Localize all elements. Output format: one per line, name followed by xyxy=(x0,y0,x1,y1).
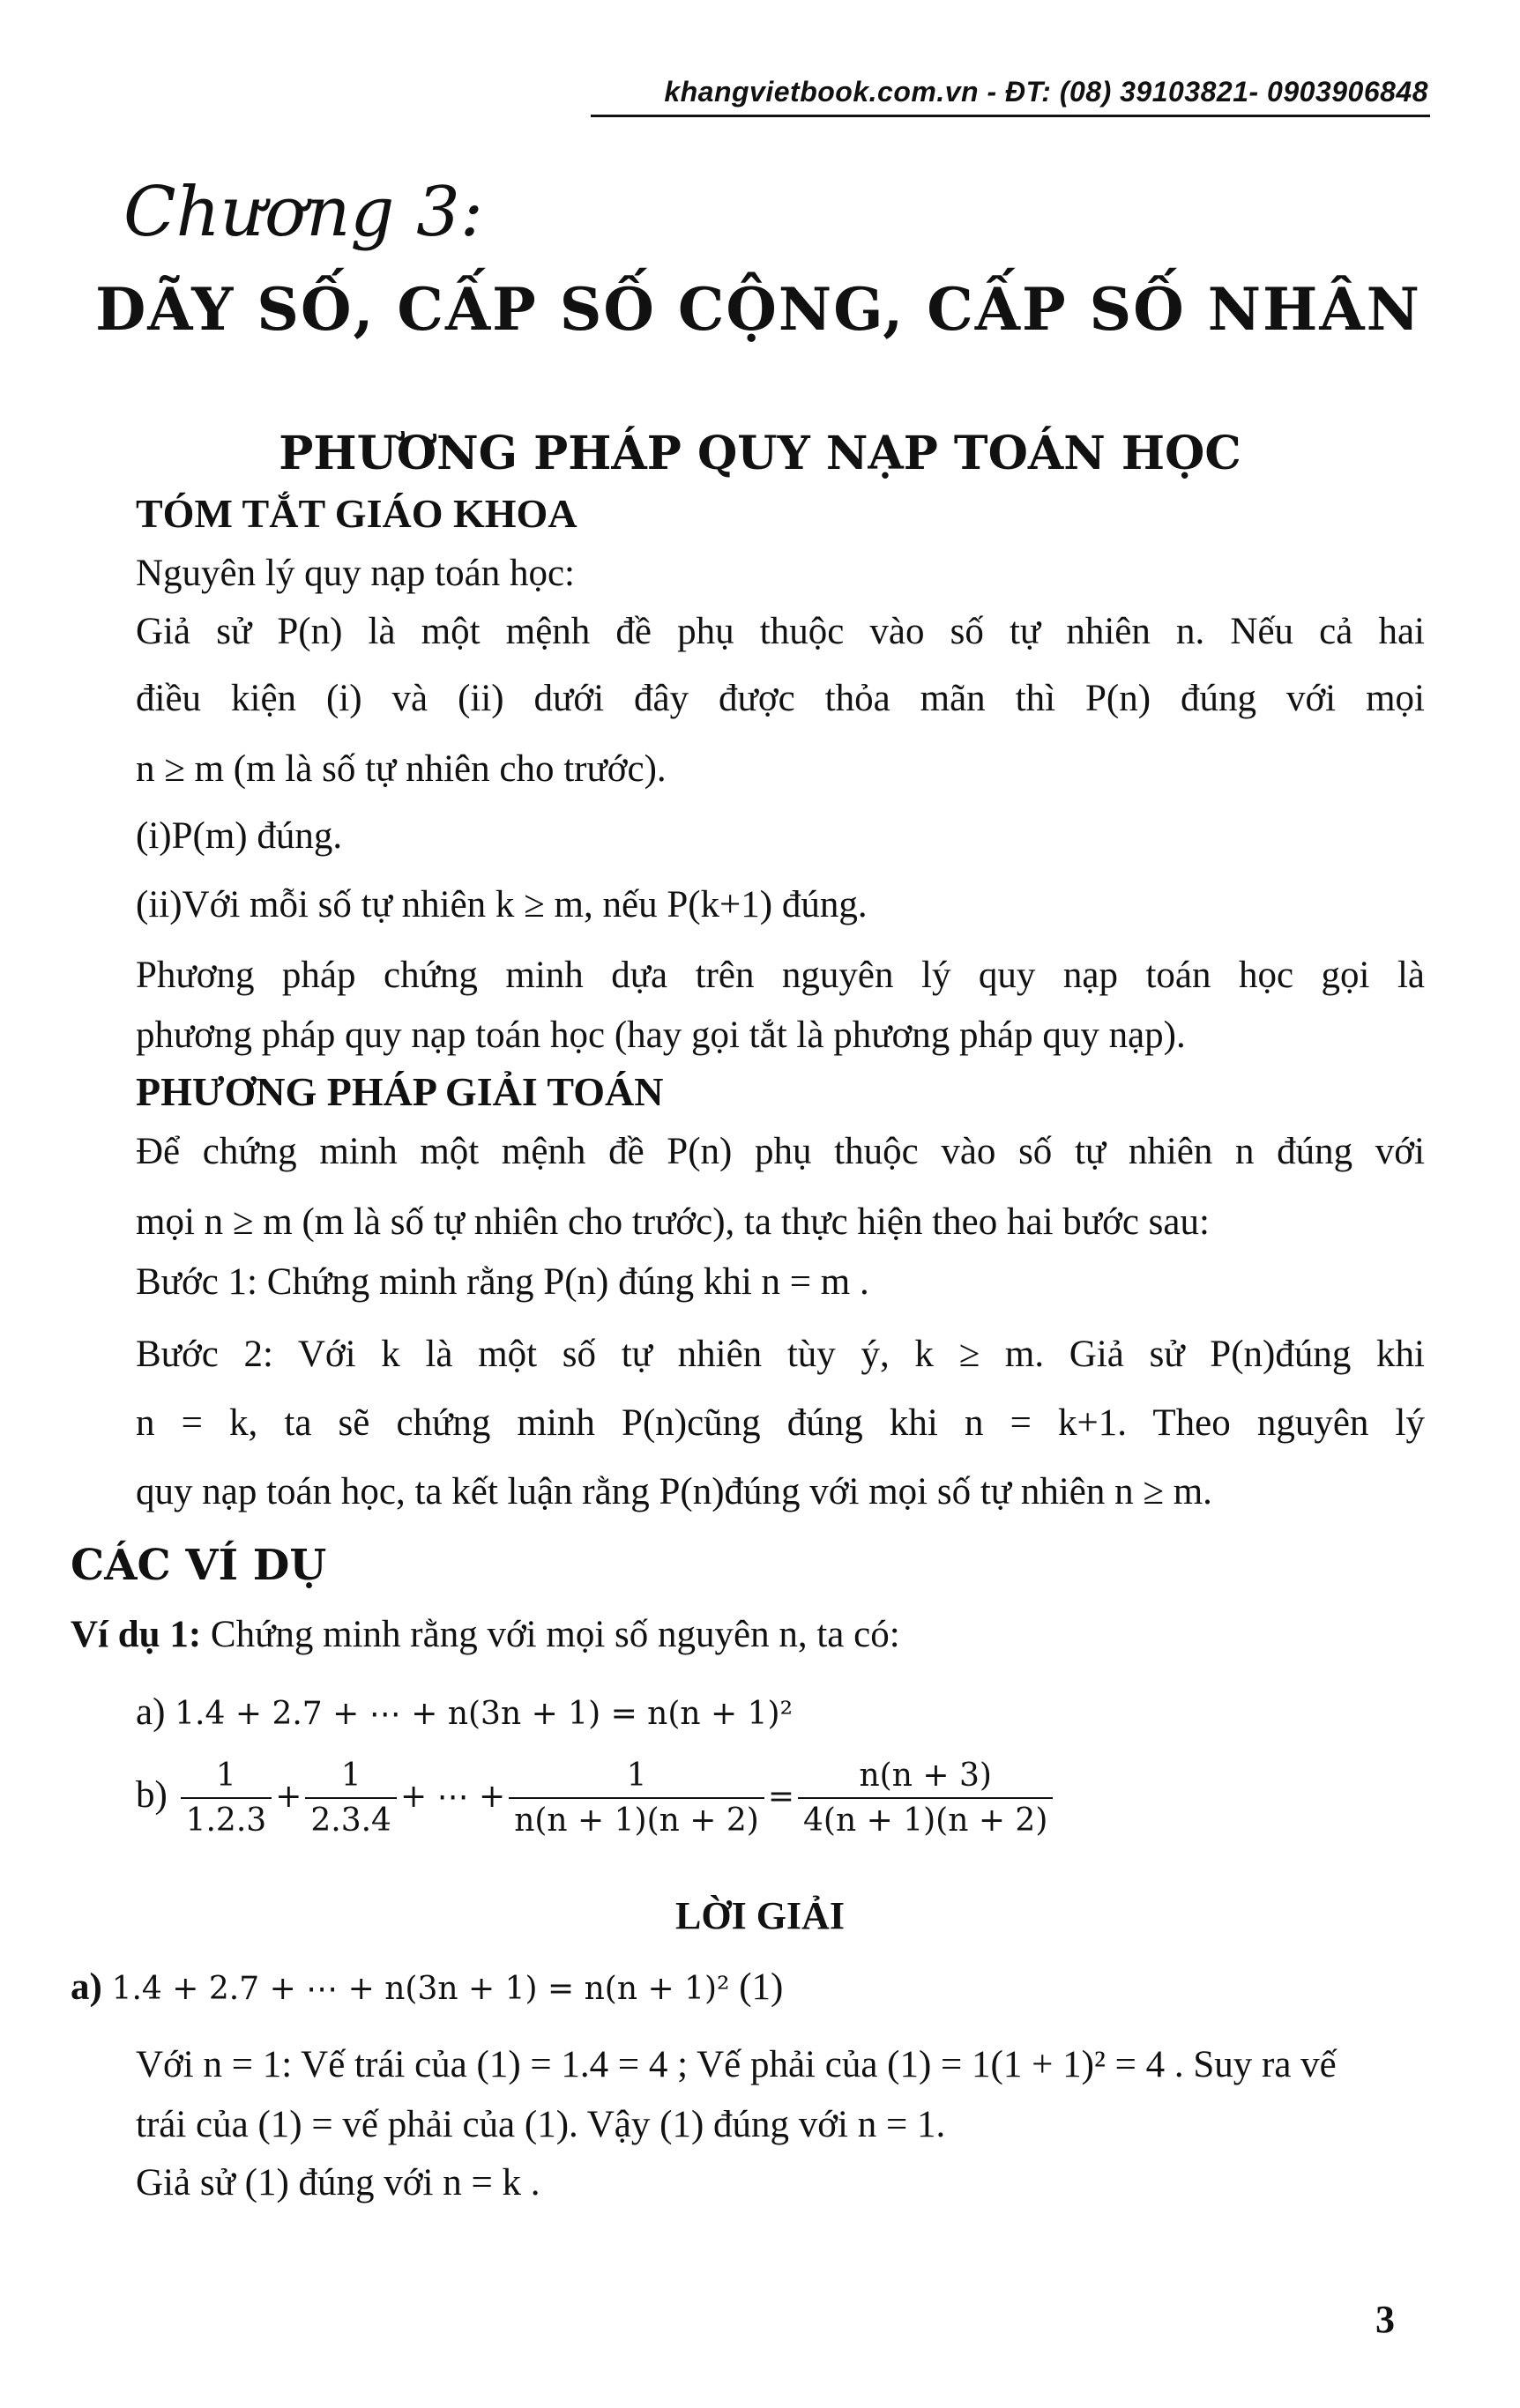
example-1a-label: a) xyxy=(136,1691,166,1733)
solution-heading: LỜI GIẢI xyxy=(675,1894,845,1937)
header-rule xyxy=(591,115,1430,117)
solution-line1: Với n = 1: Vế trái của (1) = 1.4 = 4 ; Vế phải của (1) = 1(1 + 1)² = 4 . Suy ra vế xyxy=(136,2044,1337,2085)
chapter-title: DÃY SỐ, CẤP SỐ CỘNG, CẤP SỐ NHÂN xyxy=(95,275,1421,344)
summary-p1-line1: Giả sử P(n) là một mệnh đề phụ thuộc vào số tự nhiên n. Nếu cả hai xyxy=(136,611,1425,652)
fraction-rhs xyxy=(798,1758,1053,1839)
dots-sign: + ⋯ + xyxy=(399,1778,506,1815)
summary-intro: Nguyên lý quy nạp toán học: xyxy=(136,553,575,594)
example-1-label: Ví dụ 1: xyxy=(71,1614,202,1655)
fraction-3 xyxy=(509,1758,764,1839)
example-1a xyxy=(136,1691,793,1734)
summary-p2-line1: Phương pháp chứng minh dựa trên nguyên lý quy nạp toán học gọi là xyxy=(136,955,1425,996)
fraction-2-den: 2.3.4 xyxy=(310,1802,391,1839)
method-line1: Để chứng minh một mệnh đề P(n) phụ thuộc vào số tự nhiên n đúng với xyxy=(136,1131,1425,1172)
method-step1: Bước 1: Chứng minh rằng P(n) đúng khi n = m . xyxy=(136,1261,869,1303)
method-step2-line2: n = k, ta sẽ chứng minh P(n)cũng đúng khi n = k+1. Theo nguyên lý xyxy=(136,1402,1425,1444)
fraction-3-den: n(n + 1)(n + 2) xyxy=(514,1802,759,1839)
method-line2: mọi n ≥ m (m là số tự nhiên cho trước), ta thực hiện theo hai bước sau: xyxy=(136,1201,1210,1243)
solution-a-formula: 1.4 + 2.7 + ⋯ + n(3n + 1) = n(n + 1)² xyxy=(111,1971,730,2007)
method-step2-line1: Bước 2: Với k là một số tự nhiên tùy ý, k ≥ m. Giả sử P(n)đúng khi xyxy=(136,1334,1425,1375)
summary-heading: TÓM TẮT GIÁO KHOA xyxy=(136,491,577,536)
plus-sign: + xyxy=(275,1778,302,1815)
condition-ii: (ii)Với mỗi số tự nhiên k ≥ m, nếu P(k+1) đúng. xyxy=(136,884,868,925)
solution-a-ref: (1) xyxy=(739,1966,784,2008)
example-1-statement xyxy=(71,1613,900,1656)
method-heading: PHƯƠNG PHÁP GIẢI TOÁN xyxy=(136,1069,664,1114)
method-step2-line3: quy nạp toán học, ta kết luận rằng P(n)đúng với mọi số tự nhiên n ≥ m. xyxy=(136,1471,1212,1512)
section-title: PHƯƠNG PHÁP QUY NẠP TOÁN HỌC xyxy=(279,427,1241,480)
example-1b-label: b) xyxy=(136,1773,168,1816)
summary-p2-line2: phương pháp quy nạp toán học (hay gọi tắt là phương pháp quy nạp). xyxy=(136,1014,1186,1056)
solution-line2: trái của (1) = vế phải của (1). Vậy (1) đúng với n = 1. xyxy=(136,2104,946,2145)
fraction-2 xyxy=(305,1758,397,1839)
fraction-1 xyxy=(181,1758,272,1839)
example-1-text: Chứng minh rằng với mọi số nguyên n, ta có: xyxy=(210,1614,900,1655)
examples-heading: CÁC VÍ DỤ xyxy=(71,1541,327,1590)
solution-line3: Giả sử (1) đúng với n = k . xyxy=(136,2162,540,2204)
fraction-rhs-num: n(n + 3) xyxy=(798,1758,1053,1799)
fraction-3-num: 1 xyxy=(509,1758,764,1799)
fraction-1-den: 1.2.3 xyxy=(185,1802,267,1839)
solution-a-label: a) xyxy=(71,1966,102,2008)
summary-p1-line3: n ≥ m (m là số tự nhiên cho trước). xyxy=(136,748,667,790)
page-number: 3 xyxy=(1375,2298,1395,2341)
condition-i: (i)P(m) đúng. xyxy=(136,815,343,857)
equals-sign: = xyxy=(767,1778,795,1815)
fraction-1-num: 1 xyxy=(181,1758,272,1799)
example-1b xyxy=(136,1758,1056,1839)
example-1a-formula: 1.4 + 2.7 + ⋯ + n(3n + 1) = n(n + 1)² xyxy=(175,1696,794,1732)
fraction-rhs-den: 4(n + 1)(n + 2) xyxy=(803,1802,1048,1839)
solution-a xyxy=(71,1966,783,2009)
chapter-label: Chương 3: xyxy=(123,173,483,252)
summary-p1-line2: điều kiện (i) và (ii) dưới đây được thỏa mãn thì P(n) đúng với mọi xyxy=(136,678,1425,719)
fraction-2-num: 1 xyxy=(305,1758,397,1799)
page-header: khangvietbook.com.vn - ĐT: (08) 39103821- 0903906848 xyxy=(664,76,1428,108)
